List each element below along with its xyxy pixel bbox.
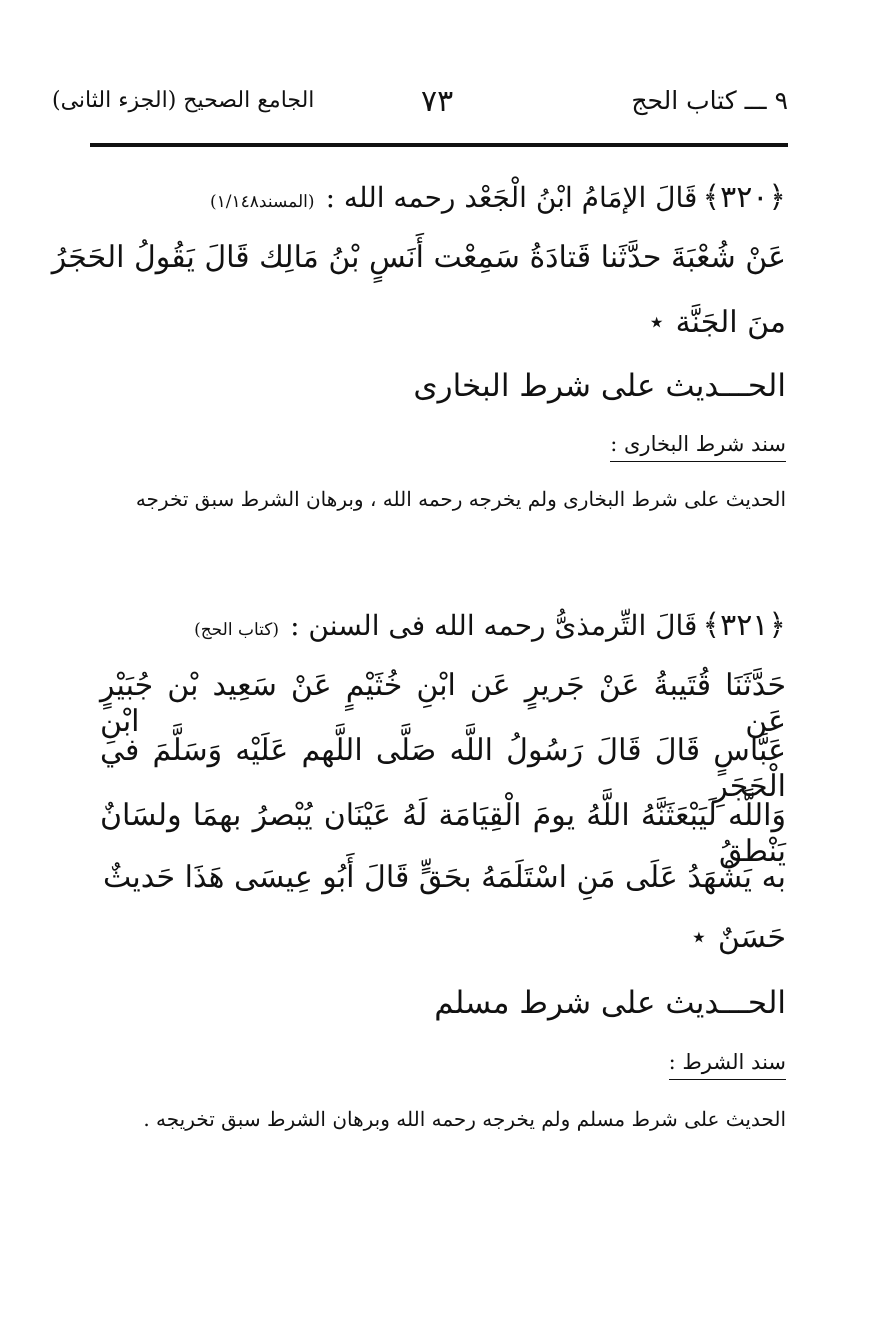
hadith-321-text-line-2: عَبَّاسٍ قَالَ قَالَ رَسُولُ اللَّه صَلَّى اللَّهم عَلَيْه وَسَلَّمَ في الْحَجَرِ [100, 733, 786, 804]
hadith-321-text-line-5: حَسَنٌ ⋆ [689, 920, 786, 955]
page-number: ٧٣ [421, 84, 454, 119]
hadith-321-text-line-4: به يَشْهَدُ عَلَى مَنِ اسْتَلَمَهُ بحَقٍّ قَالَ أَبُو عِيسَى هَذَا حَديثٌ [102, 860, 786, 895]
hadith-321-intro: قَالَ التِّرمذىُّ رحمه الله فى السنن : [290, 609, 698, 642]
hadith-321-heading [194, 608, 786, 644]
hadith-321-reference: (كتاب الحج) [194, 620, 279, 640]
hadith-320-chain [610, 432, 786, 462]
hadith-321-note: الحديث على شرط مسلم ولم يخرجه رحمه الله وبرهان الشرط سبق تخريجه . [143, 1107, 786, 1131]
header-rule [90, 143, 788, 147]
hadith-320-text-line-2: منَ الجَنَّة ⋆ [647, 305, 786, 340]
hadith-320-intro: قَالَ الإمَامُ ابْنُ الْجَعْد رحمه الله : [325, 181, 698, 214]
hadith-320-chain-label: سند شرط البخارى : [610, 432, 786, 462]
hadith-321-number: ﴿٣٢١﴾ [702, 608, 786, 643]
book-title: الجامع الصحيح (الجزء الثانى) [52, 88, 315, 113]
hadith-321-chain [669, 1050, 786, 1080]
hadith-321-grade: الحـــديث على شرط مسلم [434, 985, 786, 1021]
hadith-320-grade: الحـــديث على شرط البخارى [413, 368, 786, 404]
hadith-321-text-line-3: وَاللَّه لَيَبْعَثَنَّهُ اللَّهُ يومَ الْقِيَامَة لَهُ عَيْنَان يُبْصرُ بهمَا ولسَانٌ يَنْطقُ [100, 798, 786, 869]
hadith-320-text-line-1: عَنْ شُعْبَةَ حدَّثَنا قَتادَةُ سَمِعْت أَنَسٍ بْنُ مَالِك قَالَ يَقُولُ الحَجَرُ [51, 240, 786, 275]
running-header [52, 84, 788, 126]
chapter-title: ٩ ـــ كتاب الحج [631, 86, 788, 115]
hadith-320-heading [210, 180, 786, 216]
hadith-321-chain-label: سند الشرط : [669, 1050, 786, 1080]
hadith-320-note: الحديث على شرط البخارى ولم يخرجه رحمه الله ، وبرهان الشرط سبق تخرجه [135, 487, 786, 511]
hadith-320-number: ﴿٣٢٠﴾ [702, 180, 786, 215]
hadith-321-text-line-1: حَدَّثَنَا قُتَيبةُ عَنْ جَريرٍ عَن ابْنِ خُثَيْمٍ عَنْ سَعِيد بْن جُبَيْرٍ عَن ابْنِ [100, 668, 786, 739]
hadith-320-reference: (المسند١/١٤٨) [210, 192, 315, 212]
